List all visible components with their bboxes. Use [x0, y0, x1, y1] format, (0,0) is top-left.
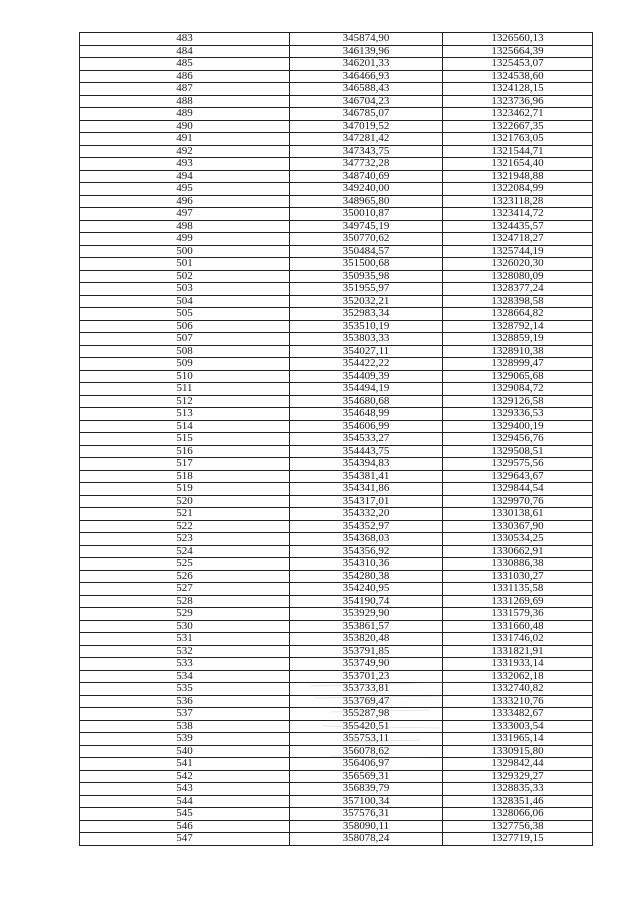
x-coordinate-cell: 354280,38 — [290, 570, 443, 583]
point-number-cell: 529 — [80, 608, 290, 621]
table-row — [80, 120, 593, 133]
x-coordinate-cell: 354381,41 — [290, 470, 443, 483]
table-row — [80, 420, 593, 433]
y-coordinate-cell: 1324435,57 — [443, 220, 593, 233]
point-number-cell: 483 — [80, 33, 290, 46]
table-row — [80, 770, 593, 783]
table-row — [80, 508, 593, 521]
x-coordinate-cell: 357100,34 — [290, 795, 443, 808]
point-number-cell: 488 — [80, 95, 290, 108]
point-number-cell: 498 — [80, 220, 290, 233]
table-row — [80, 208, 593, 221]
point-number-cell: 486 — [80, 70, 290, 83]
x-coordinate-cell: 347281,42 — [290, 133, 443, 146]
table-row — [80, 408, 593, 421]
x-coordinate-cell: 353733,81 — [290, 683, 443, 696]
x-coordinate-cell: 353769,47 — [290, 695, 443, 708]
y-coordinate-cell: 1331269,69 — [443, 595, 593, 608]
table-row — [80, 495, 593, 508]
point-number-cell: 511 — [80, 383, 290, 396]
x-coordinate-cell: 354680,68 — [290, 395, 443, 408]
point-number-cell: 485 — [80, 58, 290, 71]
table-row — [80, 658, 593, 671]
y-coordinate-cell: 1321654,40 — [443, 158, 593, 171]
x-coordinate-cell: 353861,57 — [290, 620, 443, 633]
x-coordinate-cell: 350770,62 — [290, 233, 443, 246]
point-number-cell: 536 — [80, 695, 290, 708]
x-coordinate-cell: 354494,19 — [290, 383, 443, 396]
y-coordinate-cell: 1321763,05 — [443, 133, 593, 146]
y-coordinate-cell: 1323736,96 — [443, 95, 593, 108]
y-coordinate-cell: 1332062,18 — [443, 670, 593, 683]
x-coordinate-cell: 356406,97 — [290, 758, 443, 771]
point-number-cell: 490 — [80, 120, 290, 133]
point-number-cell: 535 — [80, 683, 290, 696]
point-number-cell: 519 — [80, 483, 290, 496]
point-number-cell: 527 — [80, 583, 290, 596]
x-coordinate-cell: 358090,11 — [290, 820, 443, 833]
x-coordinate-cell: 350010,87 — [290, 208, 443, 221]
table-row — [80, 70, 593, 83]
y-coordinate-cell: 1328999,47 — [443, 358, 593, 371]
table-row — [80, 595, 593, 608]
table-row — [80, 283, 593, 296]
table-row — [80, 433, 593, 446]
table-row — [80, 683, 593, 696]
table-row — [80, 570, 593, 583]
point-number-cell: 533 — [80, 658, 290, 671]
x-coordinate-cell: 355753,11 — [290, 733, 443, 746]
table-row — [80, 720, 593, 733]
x-coordinate-cell: 346704,23 — [290, 95, 443, 108]
table-row — [80, 333, 593, 346]
point-number-cell: 523 — [80, 533, 290, 546]
y-coordinate-cell: 1331579,36 — [443, 608, 593, 621]
y-coordinate-cell: 1331746,02 — [443, 633, 593, 646]
table-row — [80, 583, 593, 596]
coordinates-sheet — [79, 32, 592, 846]
point-number-cell: 500 — [80, 245, 290, 258]
table-row — [80, 458, 593, 471]
x-coordinate-cell: 353510,19 — [290, 320, 443, 333]
table-row — [80, 833, 593, 846]
table-row — [80, 645, 593, 658]
x-coordinate-cell: 355420,51 — [290, 720, 443, 733]
x-coordinate-cell: 353701,23 — [290, 670, 443, 683]
point-number-cell: 505 — [80, 308, 290, 321]
table-row — [80, 745, 593, 758]
point-number-cell: 517 — [80, 458, 290, 471]
point-number-cell: 528 — [80, 595, 290, 608]
table-row — [80, 308, 593, 321]
point-number-cell: 547 — [80, 833, 290, 846]
y-coordinate-cell: 1325664,39 — [443, 45, 593, 58]
x-coordinate-cell: 354368,03 — [290, 533, 443, 546]
x-coordinate-cell: 354341,86 — [290, 483, 443, 496]
y-coordinate-cell: 1326020,30 — [443, 258, 593, 271]
y-coordinate-cell: 1328377,24 — [443, 283, 593, 296]
y-coordinate-cell: 1325744,19 — [443, 245, 593, 258]
table-row — [80, 183, 593, 196]
table-row — [80, 158, 593, 171]
x-coordinate-cell: 353820,48 — [290, 633, 443, 646]
table-row — [80, 383, 593, 396]
x-coordinate-cell: 354533,27 — [290, 433, 443, 446]
x-coordinate-cell: 353929,90 — [290, 608, 443, 621]
y-coordinate-cell: 1331933,14 — [443, 658, 593, 671]
x-coordinate-cell: 354352,97 — [290, 520, 443, 533]
x-coordinate-cell: 353803,33 — [290, 333, 443, 346]
point-number-cell: 531 — [80, 633, 290, 646]
x-coordinate-cell: 348965,80 — [290, 195, 443, 208]
y-coordinate-cell: 1328080,09 — [443, 270, 593, 283]
table-row — [80, 470, 593, 483]
table-row — [80, 608, 593, 621]
y-coordinate-cell: 1321544,71 — [443, 145, 593, 158]
point-number-cell: 538 — [80, 720, 290, 733]
table-row — [80, 620, 593, 633]
point-number-cell: 518 — [80, 470, 290, 483]
point-number-cell: 541 — [80, 758, 290, 771]
table-row — [80, 33, 593, 46]
table-row — [80, 170, 593, 183]
point-number-cell: 525 — [80, 558, 290, 571]
table-row — [80, 820, 593, 833]
y-coordinate-cell: 1329508,51 — [443, 445, 593, 458]
point-number-cell: 526 — [80, 570, 290, 583]
y-coordinate-cell: 1329575,56 — [443, 458, 593, 471]
x-coordinate-cell: 356078,62 — [290, 745, 443, 758]
table-row — [80, 633, 593, 646]
y-coordinate-cell: 1329400,19 — [443, 420, 593, 433]
point-number-cell: 543 — [80, 783, 290, 796]
point-number-cell: 544 — [80, 795, 290, 808]
x-coordinate-cell: 354394,83 — [290, 458, 443, 471]
x-coordinate-cell: 354332,20 — [290, 508, 443, 521]
table-row — [80, 795, 593, 808]
y-coordinate-cell: 1330915,80 — [443, 745, 593, 758]
x-coordinate-cell: 354240,95 — [290, 583, 443, 596]
y-coordinate-cell: 1333003,54 — [443, 720, 593, 733]
y-coordinate-cell: 1330534,25 — [443, 533, 593, 546]
point-number-cell: 537 — [80, 708, 290, 721]
x-coordinate-cell: 349745,19 — [290, 220, 443, 233]
y-coordinate-cell: 1322667,35 — [443, 120, 593, 133]
point-number-cell: 545 — [80, 808, 290, 821]
x-coordinate-cell: 352032,21 — [290, 295, 443, 308]
y-coordinate-cell: 1333482,67 — [443, 708, 593, 721]
coordinates-table-body — [80, 33, 593, 846]
point-number-cell: 506 — [80, 320, 290, 333]
x-coordinate-cell: 346466,93 — [290, 70, 443, 83]
point-number-cell: 494 — [80, 170, 290, 183]
point-number-cell: 509 — [80, 358, 290, 371]
x-coordinate-cell: 354190,74 — [290, 595, 443, 608]
x-coordinate-cell: 354027,11 — [290, 345, 443, 358]
table-row — [80, 270, 593, 283]
point-number-cell: 522 — [80, 520, 290, 533]
table-row — [80, 58, 593, 71]
y-coordinate-cell: 1328859,19 — [443, 333, 593, 346]
table-row — [80, 733, 593, 746]
x-coordinate-cell: 354310,36 — [290, 558, 443, 571]
y-coordinate-cell: 1332740,82 — [443, 683, 593, 696]
y-coordinate-cell: 1328792,14 — [443, 320, 593, 333]
table-row — [80, 533, 593, 546]
x-coordinate-cell: 354422,22 — [290, 358, 443, 371]
table-row — [80, 708, 593, 721]
y-coordinate-cell: 1331821,91 — [443, 645, 593, 658]
x-coordinate-cell: 346201,33 — [290, 58, 443, 71]
point-number-cell: 484 — [80, 45, 290, 58]
point-number-cell: 510 — [80, 370, 290, 383]
point-number-cell: 502 — [80, 270, 290, 283]
point-number-cell: 493 — [80, 158, 290, 171]
y-coordinate-cell: 1328066,06 — [443, 808, 593, 821]
x-coordinate-cell: 347019,52 — [290, 120, 443, 133]
point-number-cell: 516 — [80, 445, 290, 458]
table-row — [80, 558, 593, 571]
x-coordinate-cell: 358078,24 — [290, 833, 443, 846]
point-number-cell: 515 — [80, 433, 290, 446]
table-row — [80, 95, 593, 108]
table-row — [80, 395, 593, 408]
point-number-cell: 521 — [80, 508, 290, 521]
x-coordinate-cell: 354606,99 — [290, 420, 443, 433]
x-coordinate-cell: 347732,28 — [290, 158, 443, 171]
y-coordinate-cell: 1331135,58 — [443, 583, 593, 596]
y-coordinate-cell: 1324718,27 — [443, 233, 593, 246]
point-number-cell: 487 — [80, 83, 290, 96]
y-coordinate-cell: 1328664,82 — [443, 308, 593, 321]
table-row — [80, 258, 593, 271]
table-row — [80, 245, 593, 258]
x-coordinate-cell: 356569,31 — [290, 770, 443, 783]
table-row — [80, 83, 593, 96]
y-coordinate-cell: 1323414,72 — [443, 208, 593, 221]
table-row — [80, 670, 593, 683]
table-row — [80, 108, 593, 121]
table-row — [80, 233, 593, 246]
y-coordinate-cell: 1329084,72 — [443, 383, 593, 396]
table-row — [80, 545, 593, 558]
y-coordinate-cell: 1333210,76 — [443, 695, 593, 708]
x-coordinate-cell: 354648,99 — [290, 408, 443, 421]
y-coordinate-cell: 1329842,44 — [443, 758, 593, 771]
x-coordinate-cell: 351955,97 — [290, 283, 443, 296]
y-coordinate-cell: 1323118,28 — [443, 195, 593, 208]
y-coordinate-cell: 1329456,76 — [443, 433, 593, 446]
y-coordinate-cell: 1329844,54 — [443, 483, 593, 496]
table-row — [80, 758, 593, 771]
y-coordinate-cell: 1323462,71 — [443, 108, 593, 121]
table-row — [80, 220, 593, 233]
table-row — [80, 370, 593, 383]
y-coordinate-cell: 1329329,27 — [443, 770, 593, 783]
x-coordinate-cell: 354356,92 — [290, 545, 443, 558]
point-number-cell: 489 — [80, 108, 290, 121]
table-row — [80, 295, 593, 308]
table-row — [80, 808, 593, 821]
x-coordinate-cell: 351500,68 — [290, 258, 443, 271]
table-row — [80, 133, 593, 146]
y-coordinate-cell: 1330662,91 — [443, 545, 593, 558]
table-row — [80, 345, 593, 358]
y-coordinate-cell: 1329643,67 — [443, 470, 593, 483]
y-coordinate-cell: 1329126,58 — [443, 395, 593, 408]
y-coordinate-cell: 1322084,99 — [443, 183, 593, 196]
x-coordinate-cell: 345874,90 — [290, 33, 443, 46]
x-coordinate-cell: 350935,98 — [290, 270, 443, 283]
point-number-cell: 499 — [80, 233, 290, 246]
x-coordinate-cell: 350484,57 — [290, 245, 443, 258]
y-coordinate-cell: 1331660,48 — [443, 620, 593, 633]
point-number-cell: 530 — [80, 620, 290, 633]
table-row — [80, 358, 593, 371]
y-coordinate-cell: 1327719,15 — [443, 833, 593, 846]
point-number-cell: 546 — [80, 820, 290, 833]
point-number-cell: 513 — [80, 408, 290, 421]
y-coordinate-cell: 1330367,90 — [443, 520, 593, 533]
table-row — [80, 445, 593, 458]
point-number-cell: 491 — [80, 133, 290, 146]
y-coordinate-cell: 1327756,38 — [443, 820, 593, 833]
x-coordinate-cell: 346785,07 — [290, 108, 443, 121]
y-coordinate-cell: 1330138,61 — [443, 508, 593, 521]
y-coordinate-cell: 1324128,15 — [443, 83, 593, 96]
x-coordinate-cell: 346139,96 — [290, 45, 443, 58]
x-coordinate-cell: 357576,31 — [290, 808, 443, 821]
y-coordinate-cell: 1325453,07 — [443, 58, 593, 71]
point-number-cell: 504 — [80, 295, 290, 308]
x-coordinate-cell: 349240,00 — [290, 183, 443, 196]
coordinates-table — [79, 32, 593, 846]
table-row — [80, 783, 593, 796]
y-coordinate-cell: 1328398,58 — [443, 295, 593, 308]
x-coordinate-cell: 348740,69 — [290, 170, 443, 183]
point-number-cell: 495 — [80, 183, 290, 196]
y-coordinate-cell: 1328910,38 — [443, 345, 593, 358]
table-row — [80, 145, 593, 158]
x-coordinate-cell: 352983,34 — [290, 308, 443, 321]
y-coordinate-cell: 1331030,27 — [443, 570, 593, 583]
x-coordinate-cell: 353791,85 — [290, 645, 443, 658]
table-row — [80, 320, 593, 333]
point-number-cell: 512 — [80, 395, 290, 408]
y-coordinate-cell: 1321948,88 — [443, 170, 593, 183]
y-coordinate-cell: 1326560,13 — [443, 33, 593, 46]
y-coordinate-cell: 1329970,76 — [443, 495, 593, 508]
point-number-cell: 507 — [80, 333, 290, 346]
y-coordinate-cell: 1328835,33 — [443, 783, 593, 796]
table-row — [80, 520, 593, 533]
table-row — [80, 195, 593, 208]
y-coordinate-cell: 1329065,68 — [443, 370, 593, 383]
point-number-cell: 514 — [80, 420, 290, 433]
table-row — [80, 45, 593, 58]
y-coordinate-cell: 1328351,46 — [443, 795, 593, 808]
point-number-cell: 497 — [80, 208, 290, 221]
x-coordinate-cell: 346588,43 — [290, 83, 443, 96]
point-number-cell: 534 — [80, 670, 290, 683]
point-number-cell: 540 — [80, 745, 290, 758]
x-coordinate-cell: 354409,39 — [290, 370, 443, 383]
table-row — [80, 695, 593, 708]
y-coordinate-cell: 1331965,14 — [443, 733, 593, 746]
point-number-cell: 532 — [80, 645, 290, 658]
y-coordinate-cell: 1329336,53 — [443, 408, 593, 421]
point-number-cell: 539 — [80, 733, 290, 746]
x-coordinate-cell: 354443,75 — [290, 445, 443, 458]
point-number-cell: 501 — [80, 258, 290, 271]
point-number-cell: 524 — [80, 545, 290, 558]
point-number-cell: 520 — [80, 495, 290, 508]
point-number-cell: 542 — [80, 770, 290, 783]
table-row — [80, 483, 593, 496]
y-coordinate-cell: 1324538,60 — [443, 70, 593, 83]
x-coordinate-cell: 347343,75 — [290, 145, 443, 158]
x-coordinate-cell: 353749,90 — [290, 658, 443, 671]
point-number-cell: 503 — [80, 283, 290, 296]
x-coordinate-cell: 356839,79 — [290, 783, 443, 796]
point-number-cell: 492 — [80, 145, 290, 158]
point-number-cell: 496 — [80, 195, 290, 208]
x-coordinate-cell: 355287,98 — [290, 708, 443, 721]
point-number-cell: 508 — [80, 345, 290, 358]
x-coordinate-cell: 354317,01 — [290, 495, 443, 508]
y-coordinate-cell: 1330886,38 — [443, 558, 593, 571]
